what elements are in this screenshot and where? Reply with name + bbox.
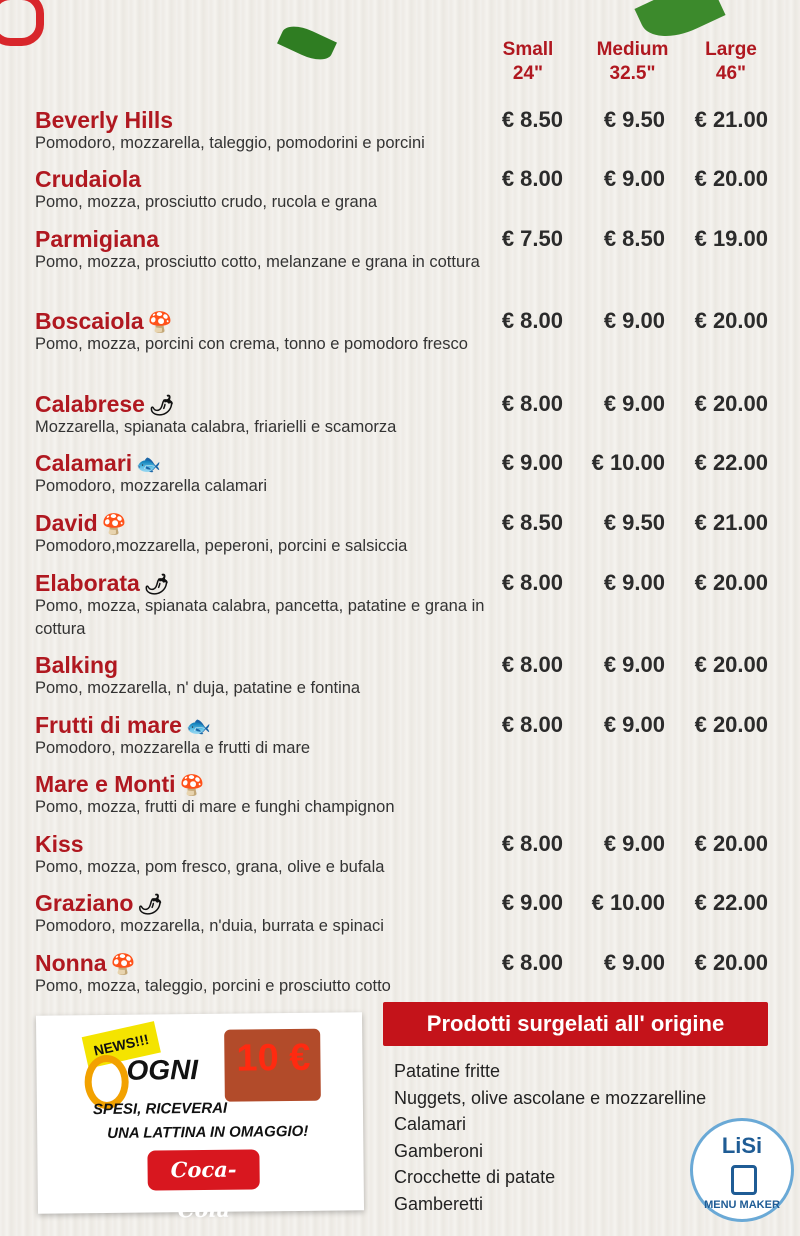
pizza-description: Pomo, mozza, spianata calabra, pancetta, patatine e grana in cottura xyxy=(35,597,485,638)
price-large: € 20.00 xyxy=(694,950,768,975)
pizza-name-text: Mare e Monti xyxy=(35,771,176,797)
pizza-description: Pomo, mozzarella, n' duja, patatine e fontina xyxy=(35,679,361,697)
promo-line-1: SPESI, RICEVERAI xyxy=(92,1099,228,1119)
lisi-logo xyxy=(690,1118,794,1222)
chili-icon: 🌶 xyxy=(148,394,175,417)
price-medium: € 9.50 xyxy=(603,107,665,132)
menu-book-icon xyxy=(731,1165,757,1195)
price-large: € 20.00 xyxy=(694,652,768,677)
size-header-large: Large 46" xyxy=(705,39,757,84)
price-medium: € 10.00 xyxy=(591,890,665,915)
price-small: € 8.00 xyxy=(501,391,563,416)
price-medium: € 10.00 xyxy=(591,450,665,475)
list-item: Gamberetti xyxy=(394,1193,484,1214)
chili-icon: 🌶 xyxy=(143,573,170,596)
chili-icon: 🌶 xyxy=(137,893,163,916)
pizza-description: Pomodoro, mozzarella e frutti di mare xyxy=(35,739,311,757)
size-header-small: Small 24" xyxy=(502,39,554,84)
fish-icon: 🐟 xyxy=(185,715,211,738)
logo-name: LiSi xyxy=(721,1133,763,1158)
news-badge: NEWS!!! xyxy=(82,1021,161,1068)
pizza-name xyxy=(35,106,173,134)
coca-cola-can: Coca-Cola xyxy=(147,1149,259,1190)
list-item: Gamberoni xyxy=(394,1140,484,1161)
pizza-description: Pomodoro, mozzarella, taleggio, pomodorini e porcini xyxy=(35,134,425,152)
pizza-name xyxy=(35,225,159,253)
pizza-name-text: Nonna xyxy=(35,950,107,976)
pizza-description: Pomo, mozza, frutti di mare e funghi champignon xyxy=(35,798,395,816)
price-medium: € 9.00 xyxy=(603,166,665,191)
logo-tagline: MENU MAKER xyxy=(704,1199,780,1211)
pizza-description: Pomodoro, mozzarella calamari xyxy=(35,477,268,495)
pizza-description: Pomo, mozza, porcini con crema, tonno e pomodoro fresco xyxy=(35,335,468,353)
pizza-description: Pomo, mozza, prosciutto cotto, melanzane e grana in cottura xyxy=(35,253,480,271)
tomato-decoration xyxy=(0,0,44,46)
price-large: € 19.00 xyxy=(694,226,768,251)
pizza-description: Pomodoro, mozzarella, n'duia, burrata e spinaci xyxy=(35,917,384,935)
mushroom-icon: 🍄 xyxy=(179,774,205,797)
promo-amount: 10 € xyxy=(236,1036,311,1080)
price-small: € 8.00 xyxy=(501,652,563,677)
price-medium: € 9.00 xyxy=(603,570,665,595)
pizza-name-text: Calabrese xyxy=(35,391,145,417)
pizza-name-text: Kiss xyxy=(35,831,84,857)
price-medium: € 9.50 xyxy=(603,510,665,535)
price-small: € 9.00 xyxy=(501,450,563,475)
pizza-name xyxy=(35,830,84,858)
price-medium: € 9.00 xyxy=(603,831,665,856)
pizza-name-text: Beverly Hills xyxy=(35,107,174,133)
price-small: € 8.00 xyxy=(501,950,563,975)
pizza-name-text: Calamari xyxy=(35,450,133,476)
price-large: € 21.00 xyxy=(694,510,768,535)
price-small: € 8.00 xyxy=(501,308,563,333)
mushroom-icon: 🍄 xyxy=(147,311,173,334)
price-medium: € 9.00 xyxy=(603,652,665,677)
price-large: € 21.00 xyxy=(694,107,768,132)
frozen-products-list xyxy=(394,1058,706,1217)
frozen-products-title: Prodotti surgelati all' origine xyxy=(383,1002,768,1046)
list-item: Nuggets, olive ascolane e mozzarelline xyxy=(394,1087,707,1108)
pizza-description: Pomo, mozza, taleggio, porcini e prosciutto cotto xyxy=(35,977,391,995)
pizza-name-text: Frutti di mare xyxy=(35,712,182,738)
list-item: Crocchette di patate xyxy=(394,1167,556,1187)
price-small: € 7.50 xyxy=(501,226,563,251)
pizza-name-text: David xyxy=(35,510,98,536)
pizza-description: Mozzarella, spianata calabra, friarielli e scamorza xyxy=(35,418,397,436)
pizza-description: Pomo, mozza, prosciutto crudo, rucola e grana xyxy=(35,193,378,211)
mushroom-icon: 🍄 xyxy=(110,953,136,976)
price-small: € 8.00 xyxy=(501,831,563,856)
price-small: € 9.00 xyxy=(501,890,563,915)
fish-icon: 🐟 xyxy=(136,453,162,476)
price-small: € 8.00 xyxy=(501,712,563,737)
promo-ogni: OGNI xyxy=(126,1054,199,1086)
pizza-name xyxy=(35,651,118,679)
price-medium: € 9.00 xyxy=(603,308,665,333)
pizza-name-text: Elaborata xyxy=(35,570,140,596)
pizza-description: Pomodoro,mozzarella, peperoni, porcini e salsiccia xyxy=(35,537,408,555)
promo-line-2: UNA LATTINA IN OMAGGIO! xyxy=(107,1122,309,1142)
price-small: € 8.00 xyxy=(501,570,563,595)
price-large: € 22.00 xyxy=(694,890,768,915)
price-medium: € 9.00 xyxy=(603,950,665,975)
pizza-description: Pomo, mozza, pom fresco, grana, olive e bufala xyxy=(35,858,385,876)
pizza-name-text: Boscaiola xyxy=(35,308,144,334)
price-medium: € 9.00 xyxy=(603,391,665,416)
pizza-name xyxy=(35,165,141,193)
list-item: Patatine fritte xyxy=(394,1061,501,1081)
price-large: € 20.00 xyxy=(694,391,768,416)
price-large: € 22.00 xyxy=(694,450,768,475)
pizza-name-text: Graziano xyxy=(35,890,134,916)
price-medium: € 9.00 xyxy=(603,712,665,737)
mushroom-icon: 🍄 xyxy=(101,513,127,536)
price-small: € 8.50 xyxy=(501,107,563,132)
pizza-name-text: Balking xyxy=(35,652,119,678)
promo-flyer xyxy=(36,1012,364,1223)
size-header-medium: Medium 32.5" xyxy=(596,39,669,84)
price-medium: € 8.50 xyxy=(603,226,665,251)
list-item: Calamari xyxy=(394,1114,467,1134)
price-large: € 20.00 xyxy=(694,831,768,856)
price-large: € 20.00 xyxy=(694,166,768,191)
price-large: € 20.00 xyxy=(694,712,768,737)
basil-leaf-decoration xyxy=(277,20,337,66)
price-small: € 8.00 xyxy=(501,166,563,191)
pizza-name-text: Parmigiana xyxy=(35,226,159,252)
price-small: € 8.50 xyxy=(501,510,563,535)
pizza-name-text: Crudaiola xyxy=(35,166,142,192)
price-large: € 20.00 xyxy=(694,308,768,333)
price-large: € 20.00 xyxy=(694,570,768,595)
